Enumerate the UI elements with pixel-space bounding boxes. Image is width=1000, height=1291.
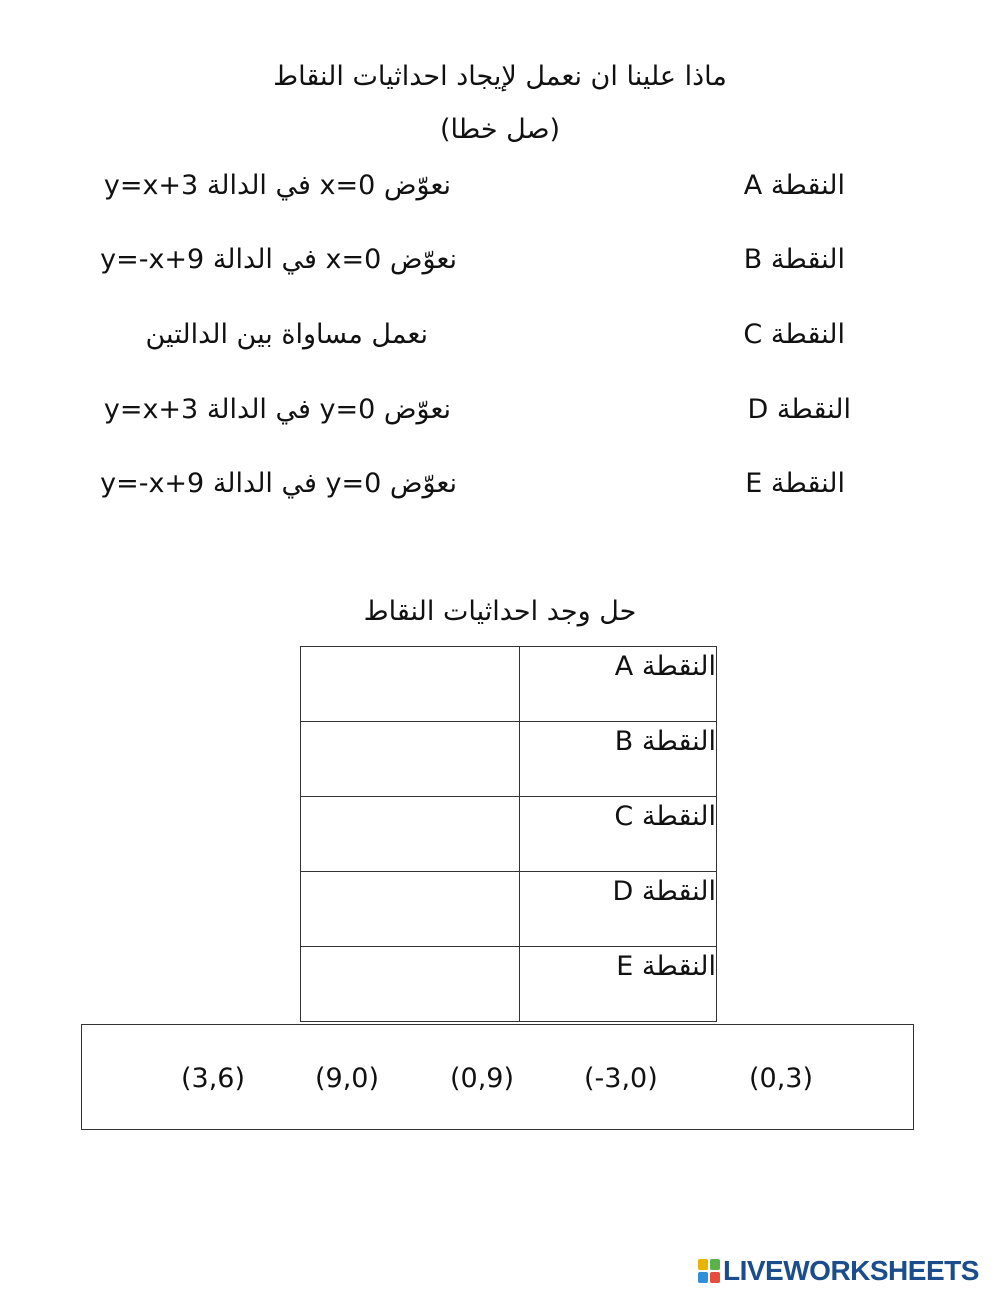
match-point-label[interactable]: النقطة A [743,170,845,201]
table-row [301,647,717,722]
point-label-cell: النقطة D [520,872,717,947]
liveworksheets-logo [698,1256,979,1286]
option-draggable[interactable]: (0,9) [450,1063,515,1094]
match-row [0,240,1000,280]
brand-name: LIVEWORKSHEETS [723,1255,979,1286]
point-label-cell: النقطة A [520,647,717,722]
point-label-cell: النقطة E [520,947,717,1022]
match-point-label[interactable]: النقطة C [743,319,845,350]
table-row [301,872,717,947]
match-point-label[interactable]: النقطة E [745,468,845,499]
answer-drop-cell[interactable] [301,947,520,1022]
match-point-label[interactable]: النقطة B [743,244,845,275]
option-draggable[interactable]: (0,3) [749,1063,814,1094]
match-row [0,390,1000,430]
table-row [301,722,717,797]
table-row [301,797,717,872]
point-label-cell: النقطة C [520,797,717,872]
match-method-label[interactable]: نعوّض x=0 في الدالة y=x+3 [103,170,451,201]
table-row [301,947,717,1022]
instruction-subtitle: (صل خطا) [439,114,561,145]
match-method-label[interactable]: نعمل مساواة بين الدالتين [145,319,428,350]
options-bank [81,1024,914,1130]
option-draggable[interactable]: (3,6) [181,1063,246,1094]
match-point-label[interactable]: النقطة D [747,394,851,425]
page-title: ماذا علينا ان نعمل لإيجاد احداثيات النقاط [273,61,727,92]
answer-drop-cell[interactable] [301,872,520,947]
section-title: حل وجد احداثيات النقاط [363,596,637,627]
logo-icon [698,1259,720,1283]
answer-drop-cell[interactable] [301,647,520,722]
match-row [0,464,1000,504]
answer-drop-cell[interactable] [301,797,520,872]
match-row [0,315,1000,355]
match-method-label[interactable]: نعوّض x=0 في الدالة y=-x+9 [100,244,457,275]
point-label-cell: النقطة B [520,722,717,797]
match-method-label[interactable]: نعوّض y=0 في الدالة y=-x+9 [100,468,457,499]
answers-table [300,646,717,1022]
match-method-label[interactable]: نعوّض y=0 في الدالة y=x+3 [103,394,451,425]
match-row [0,166,1000,206]
option-draggable[interactable]: (-3,0) [584,1063,658,1094]
answer-drop-cell[interactable] [301,722,520,797]
option-draggable[interactable]: (9,0) [315,1063,380,1094]
